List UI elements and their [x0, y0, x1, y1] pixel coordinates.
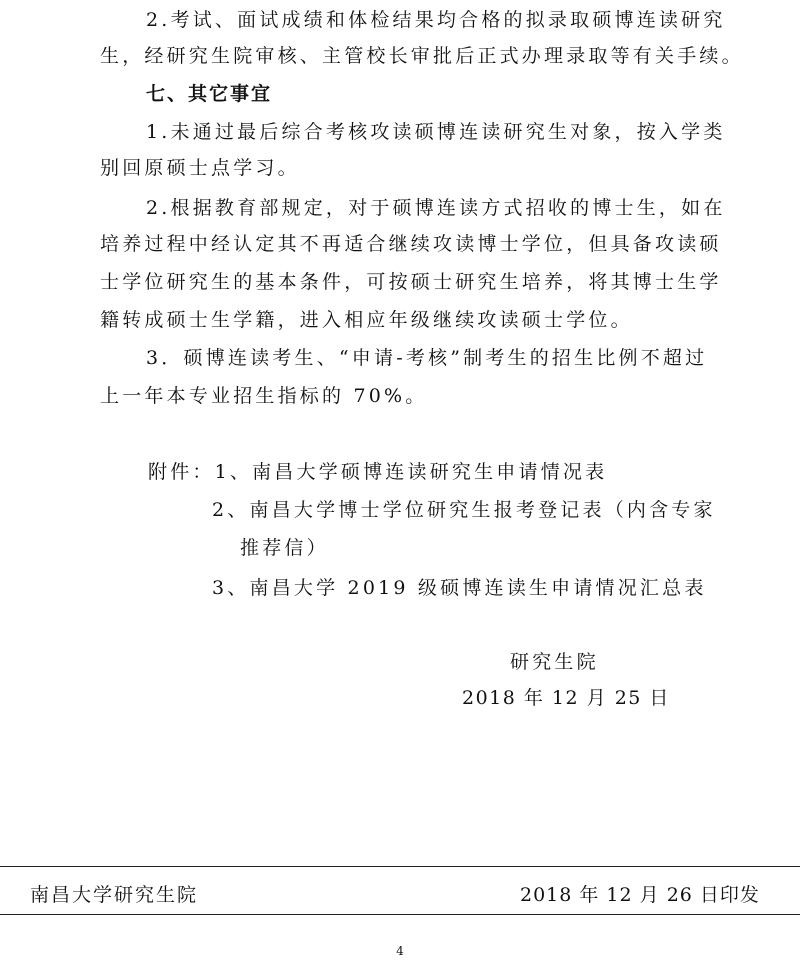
section-heading-7: 七、其它事宜: [146, 83, 273, 105]
paragraph-3-line-2: 培养过程中经认定其不再适合继续攻读博士学位，但具备攻读硕: [100, 233, 722, 255]
attachment-2-line-1: 2、南昌大学博士学位研究生报考登记表（内含专家: [212, 499, 716, 521]
paragraph-3-line-3: 士学位研究生的基本条件，可按硕士研究生培养，将其博士生学: [100, 271, 722, 293]
page-number: 4: [396, 944, 404, 958]
paragraph-2-line-2: 别回原硕士点学习。: [100, 157, 300, 179]
attachment-1: 附件：1、南昌大学硕博连读研究生申请情况表: [148, 461, 608, 483]
footer-issuer: 南昌大学研究生院: [30, 884, 199, 906]
paragraph-2-line-1: 1.未通过最后综合考核攻读硕博连读研究生对象，按入学类: [146, 121, 726, 143]
footer-top-rule: [0, 866, 800, 867]
signature-org: 研究生院: [510, 651, 599, 673]
paragraph-1-line-1: 2.考试、面试成绩和体检结果均合格的拟录取硕博连读研究: [146, 9, 726, 31]
attachment-2-line-2: 推荐信）: [240, 537, 329, 559]
paragraph-1-line-2: 生，经研究生院审核、主管校长审批后正式办理录取等有关手续。: [100, 45, 744, 67]
paragraph-4-line-2: 上一年本专业招生指标的 70%。: [100, 385, 428, 407]
attachment-3: 3、南昌大学 2019 级硕博连读生申请情况汇总表: [212, 577, 707, 599]
paragraph-3-line-1: 2.根据教育部规定，对于硕博连读方式招收的博士生，如在: [146, 197, 726, 219]
footer-bottom-rule: [0, 914, 800, 915]
footer-issue-date: 2018 年 12 月 26 日印发: [520, 884, 760, 906]
signature-date: 2018 年 12 月 25 日: [462, 687, 670, 709]
paragraph-4-line-1: 3．硕博连读考生、“申请-考核”制考生的招生比例不超过: [146, 347, 708, 369]
paragraph-3-line-4: 籍转成硕士生学籍，进入相应年级继续攻读硕士学位。: [100, 309, 633, 331]
